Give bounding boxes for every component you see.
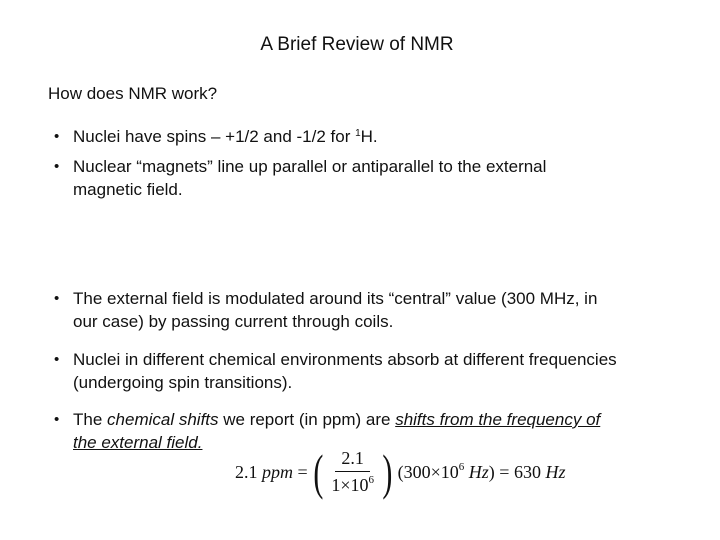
- bullet-dot: •: [54, 290, 60, 307]
- equation-lhs-value: 2.1: [235, 461, 258, 482]
- bullet-text: Nuclear “magnets” line up parallel or antiparallel to the external magnetic field.: [73, 157, 547, 199]
- bullet-item-spins: [54, 125, 690, 148]
- fraction-group: [310, 444, 396, 500]
- bullet-text: The chemical shifts we report (in ppm) are shifts from the frequency of the external field.: [73, 410, 601, 452]
- fraction-denominator: $1\times 10^6$: [331, 474, 374, 495]
- bullet-dot: •: [54, 351, 60, 368]
- fraction-numerator: 2.1: [335, 448, 370, 472]
- left-paren: (: [312, 444, 323, 500]
- bullet-dot: •: [54, 128, 60, 145]
- fraction: [327, 448, 378, 496]
- bullet-item-magnets: [54, 155, 690, 201]
- equation-result-value: 630: [513, 461, 541, 482]
- equation-result-unit: Hz: [545, 461, 566, 482]
- equation-frequency: ($300\times 10^6$ Hz): [397, 461, 495, 482]
- bullet-item-external-field: [54, 287, 690, 333]
- superscript-mass-number: 1: [355, 128, 361, 139]
- bullet-text: Nuclei in different chemical environments absorb at different frequencies (undergoing spin transitions).: [73, 350, 617, 392]
- equation-lhs-unit: ppm: [262, 461, 293, 482]
- bullet-text: The external field is modulated around its “central” value (300 MHz, in our case) by passing current through coils.: [73, 289, 598, 331]
- underlined-phrase: the external field.: [73, 433, 203, 452]
- bullet-dot: •: [54, 411, 60, 428]
- slide-title: A Brief Review of NMR: [260, 34, 454, 55]
- bullet-item-chemical-environments: [54, 348, 690, 394]
- ppm-conversion-equation: [235, 446, 565, 498]
- question-heading: How does NMR work?: [48, 84, 218, 103]
- bullet-dot: •: [54, 158, 60, 175]
- bullet-text: Nuclei have spins – +1/2 and -1/2 for $^1$H.: [73, 127, 378, 146]
- underlined-phrase: shifts from the frequency of: [395, 410, 601, 429]
- right-paren: ): [382, 444, 393, 500]
- equals-sign: =: [499, 461, 510, 482]
- italic-term: chemical shifts: [107, 410, 219, 429]
- equals-sign: =: [297, 461, 308, 482]
